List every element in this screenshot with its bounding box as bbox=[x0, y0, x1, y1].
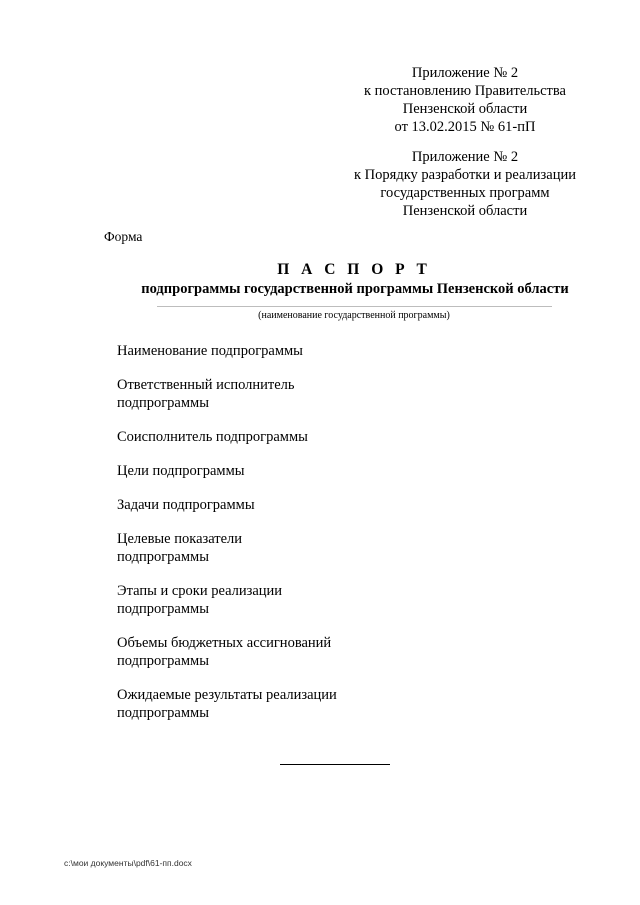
document-subtitle: подпрограммы государственной программы Пензенской области bbox=[141, 281, 569, 297]
passport-item-indicators: Целевые показатели подпрограммы bbox=[117, 531, 243, 565]
passport-items bbox=[117, 342, 337, 738]
appendix-procedure bbox=[340, 148, 590, 220]
footer-file-path: c:\мои документы\pdf\61-пп.docx bbox=[64, 858, 192, 868]
appendix-procedure-line1: Приложение № 2 bbox=[411, 149, 519, 165]
appendix-resolution bbox=[340, 64, 590, 136]
passport-item-goals: Цели подпрограммы bbox=[117, 463, 245, 479]
program-name-caption: (наименование государственной программы) bbox=[258, 310, 450, 321]
document-title: П А С П О Р Т bbox=[277, 261, 431, 278]
passport-item-responsible: Ответственный исполнитель подпрограммы bbox=[117, 377, 295, 411]
passport-item-tasks: Задачи подпрограммы bbox=[117, 497, 255, 513]
passport-item-name: Наименование подпрограммы bbox=[117, 343, 303, 359]
program-name-line bbox=[157, 306, 552, 307]
appendix-procedure-line4: Пензенской области bbox=[402, 203, 528, 219]
appendix-resolution-line1: Приложение № 2 bbox=[411, 65, 519, 81]
appendix-procedure-line3: государственных программ bbox=[380, 185, 550, 201]
appendix-procedure-line2: к Порядку разработки и реализации bbox=[354, 167, 576, 183]
passport-item-budget: Объемы бюджетных ассигнований подпрограммы bbox=[117, 635, 332, 669]
end-divider bbox=[280, 764, 390, 765]
passport-item-stages: Этапы и сроки реализации подпрограммы bbox=[117, 583, 283, 617]
form-label: Форма bbox=[104, 229, 143, 244]
appendix-resolution-line3: Пензенской области bbox=[402, 101, 528, 117]
passport-item-results: Ожидаемые результаты реализации подпрограммы bbox=[117, 687, 337, 721]
passport-item-co-executor: Соисполнитель подпрограммы bbox=[117, 429, 308, 445]
appendix-resolution-line4: от 13.02.2015 № 61-пП bbox=[394, 119, 536, 135]
appendix-resolution-line2: к постановлению Правительства bbox=[364, 83, 566, 99]
